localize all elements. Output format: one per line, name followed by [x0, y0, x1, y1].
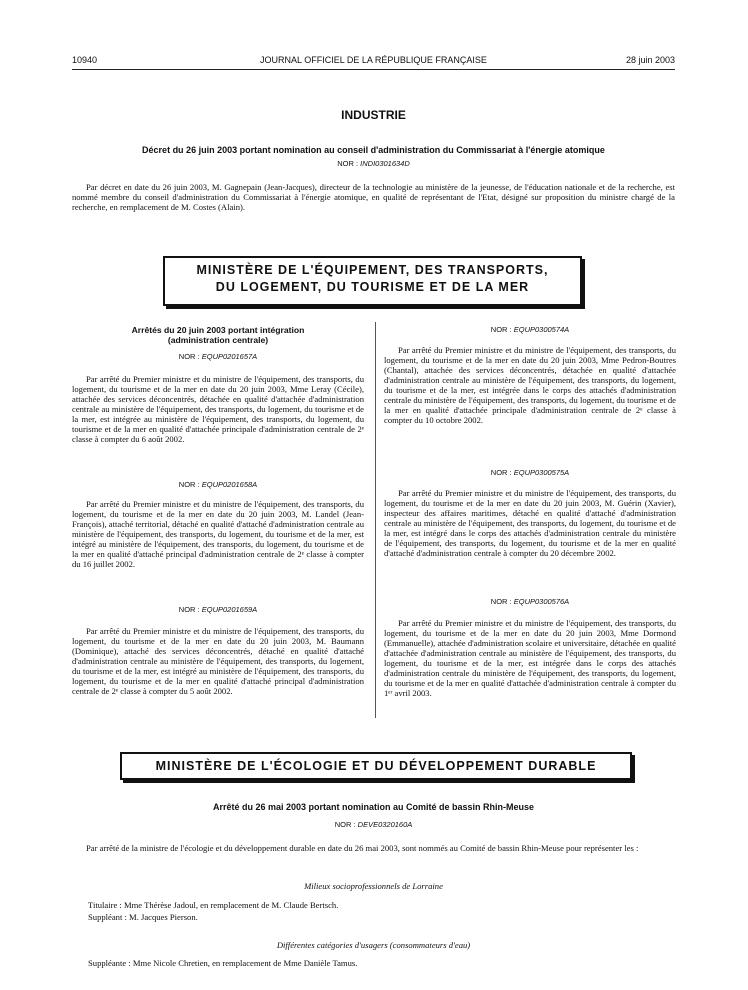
nor-code: INDI0301634D: [360, 159, 410, 168]
suppleant-line: Suppléant : M. Jacques Pierson.: [88, 912, 198, 922]
decree-body-industrie: Par décret en date du 26 juin 2003, M. Gagnepain (Jean-Jacques), directeur de la technologie au ministère de la jeunesse, de l'éducation nationale et de la recherche, est nommé membre du conseil d'administration du Commissariat à l'énergie atomique, en qualité de représentant de l'Etat, désigné sur proposition du ministre chargé de la recherche, en remplacement de M. Costes (Alain).: [72, 182, 675, 212]
group-heading-usagers: Différentes catégories d'usagers (consommateurs d'eau): [276, 940, 471, 950]
nor-code: EQUP0201658A: [201, 480, 258, 489]
nor-reference: [72, 605, 364, 614]
arretes-title: [72, 325, 364, 345]
arrete-paragraph: Par arrêté du Premier ministre et du ministre de l'équipement, des transports, du logement, du tourisme et de la mer en date du 20 juin 2003, Mme Dormond (Emmanuelle), attachée d'administration scolaire et universitaire, détachée en qualité d'attachée d'administration centrale au ministère de l'équipement, des transports, du logement, du tourisme et de la mer, est intégrée dans le corps des attachés d'administration centrale du ministère de l'équipement, des transports, du logement, du tourisme et de la mer en qualité d'attachée d'administration centrale à compter du 1ᵉʳ avril 2003.: [384, 618, 676, 698]
nor-code: DEVE0320160A: [357, 820, 413, 829]
nor-code: EQUP0201657A: [201, 352, 258, 361]
header-rule: [72, 69, 675, 70]
section-title-industrie: INDUSTRIE: [341, 108, 406, 122]
nor-reference: [72, 480, 364, 489]
decree-title-ecologie: Arrêté du 26 mai 2003 portant nomination au Comité de bassin Rhin-Meuse: [212, 802, 535, 812]
arrete-paragraph: Par arrêté du Premier ministre et du ministre de l'équipement, des transports, du logement, du tourisme et de la mer en date du 20 juin 2003, Mme Pedron-Boutres (Chantal), attachée des services déconcentrés, détachée en qualité d'attachée d'administration centrale au ministère de l'équipement, des transports, du logement, du tourisme et de la mer, est intégrée dans le corps des attachés d'administration centrale du ministère de l'équipement, des transports, du logement, du tourisme et de la mer en qualité d'attachée principale d'administration centrale de 2ᵉ classe à compter du 10 octobre 2002.: [384, 345, 676, 425]
suppleante-line: Suppléante : Mme Nicole Chretien, en remplacement de Mme Danièle Tamus.: [88, 958, 358, 968]
titulaire-line: Titulaire : Mme Thérèse Jadoul, en remplacement de M. Claude Bertsch.: [88, 900, 339, 910]
ministry-box-ecologie: [120, 752, 632, 780]
column-divider: [375, 322, 376, 718]
ministry-title-ecologie: MINISTÈRE DE L'ÉCOLOGIE ET DU DÉVELOPPEMENT DURABLE: [155, 759, 597, 773]
ministry-title-line2: DU LOGEMENT, DU TOURISME ET DE LA MER: [215, 280, 530, 294]
arrete-paragraph: Par arrêté du Premier ministre et du ministre de l'équipement, des transports, du logement, du tourisme et de la mer en date du 20 juin 2003, M. Guérin (Xavier), inspecteur des affaires maritimes, détaché en qualité d'attaché d'administration centrale au ministère de l'équipement, des transports, du logement, du tourisme et de la mer, est intégré dans le corps des attachés d'administration centrale du ministère de l'équipement, des transports, du logement, du tourisme et de la mer en qualité d'attaché d'administration centrale à compter du 20 décembre 2002.: [384, 488, 676, 558]
ministry-box-equipement: [163, 256, 582, 306]
decree-title-industrie: Décret du 26 juin 2003 portant nomination au conseil d'administration du Commissariat à l'énergie atomique: [142, 145, 605, 155]
nor-reference: [384, 468, 676, 477]
nor-label: NOR :: [490, 468, 512, 477]
nor-label: NOR :: [178, 352, 200, 361]
arretes-title-line2: (administration centrale): [167, 335, 269, 345]
page-number: 10940: [72, 55, 98, 65]
arrete-paragraph: Par arrêté du Premier ministre et du ministre de l'équipement, des transports, du logement, du tourisme et de la mer en date du 20 juin 2003, Mme Leray (Cécile), attachée des services déconcentrés, détachée en qualité d'attachée d'administration centrale au ministère de l'équipement, des transports, du logement, du tourisme et de la mer, est intégrée au ministère de l'équipement, des transports, du logement, du tourisme et de la mer en qualité d'attachée principale d'administration centrale de 2ᵉ classe à compter du 6 août 2002.: [72, 374, 364, 444]
nor-reference: [384, 325, 676, 334]
decree-intro-ecologie: Par arrêté de la ministre de l'écologie et du développement durable en date du 26 mai 2003, sont nommés au Comité de bassin Rhin-Meuse pour représenter les :: [86, 843, 639, 853]
nor-label: NOR :: [337, 159, 359, 168]
ministry-title-line1: MINISTÈRE DE L'ÉQUIPEMENT, DES TRANSPORTS,: [196, 263, 549, 277]
nor-reference: [72, 352, 364, 361]
arrete-paragraph: Par arrêté du Premier ministre et du ministre de l'équipement, des transports, du logement, du tourisme et de la mer en date du 20 juin 2003, M. Landel (Jean-François), attaché territorial, détaché en qualité d'attaché d'administration centrale au ministère de l'équipement, des transports, du logement, du tourisme et de la mer, est intégré au ministère de l'équipement, des transports, du logement, du tourisme et de la mer en qualité d'attaché principal d'administration centrale de 2ᵉ classe à compter du 16 juillet 2002.: [72, 499, 364, 569]
nor-label: NOR :: [490, 597, 512, 606]
journal-title: JOURNAL OFFICIEL DE LA RÉPUBLIQUE FRANÇAISE: [260, 55, 487, 65]
nor-label: NOR :: [178, 480, 200, 489]
issue-date: 28 juin 2003: [625, 55, 675, 65]
group-heading-milieux: Milieux socioprofessionnels de Lorraine: [304, 881, 443, 891]
nor-reference: [72, 820, 675, 829]
nor-label: NOR :: [334, 820, 356, 829]
nor-reference: [384, 597, 676, 606]
nor-code: EQUP0201659A: [201, 605, 258, 614]
nor-code: EQUP0300576A: [513, 597, 570, 606]
nor-code: EQUP0300575A: [513, 468, 570, 477]
nor-reference: [72, 159, 675, 168]
nor-code: EQUP0300574A: [513, 325, 570, 334]
nor-label: NOR :: [490, 325, 512, 334]
arretes-title-line1: Arrêtés du 20 juin 2003 portant intégration: [131, 325, 305, 335]
nor-label: NOR :: [178, 605, 200, 614]
arrete-paragraph: Par arrêté du Premier ministre et du ministre de l'équipement, des transports, du logement, du tourisme et de la mer en date du 20 juin 2003, M. Baumann (Dominique), attaché des services déconcentrés, détaché en qualité d'attaché d'administration centrale au ministère de l'équipement, des transports, du logement, du tourisme et de la mer, est intégré au ministère de l'équipement, des transports, du logement, du tourisme et de la mer en qualité d'attaché principal d'administration centrale de 2ᵉ classe à compter du 5 août 2002.: [72, 626, 364, 696]
